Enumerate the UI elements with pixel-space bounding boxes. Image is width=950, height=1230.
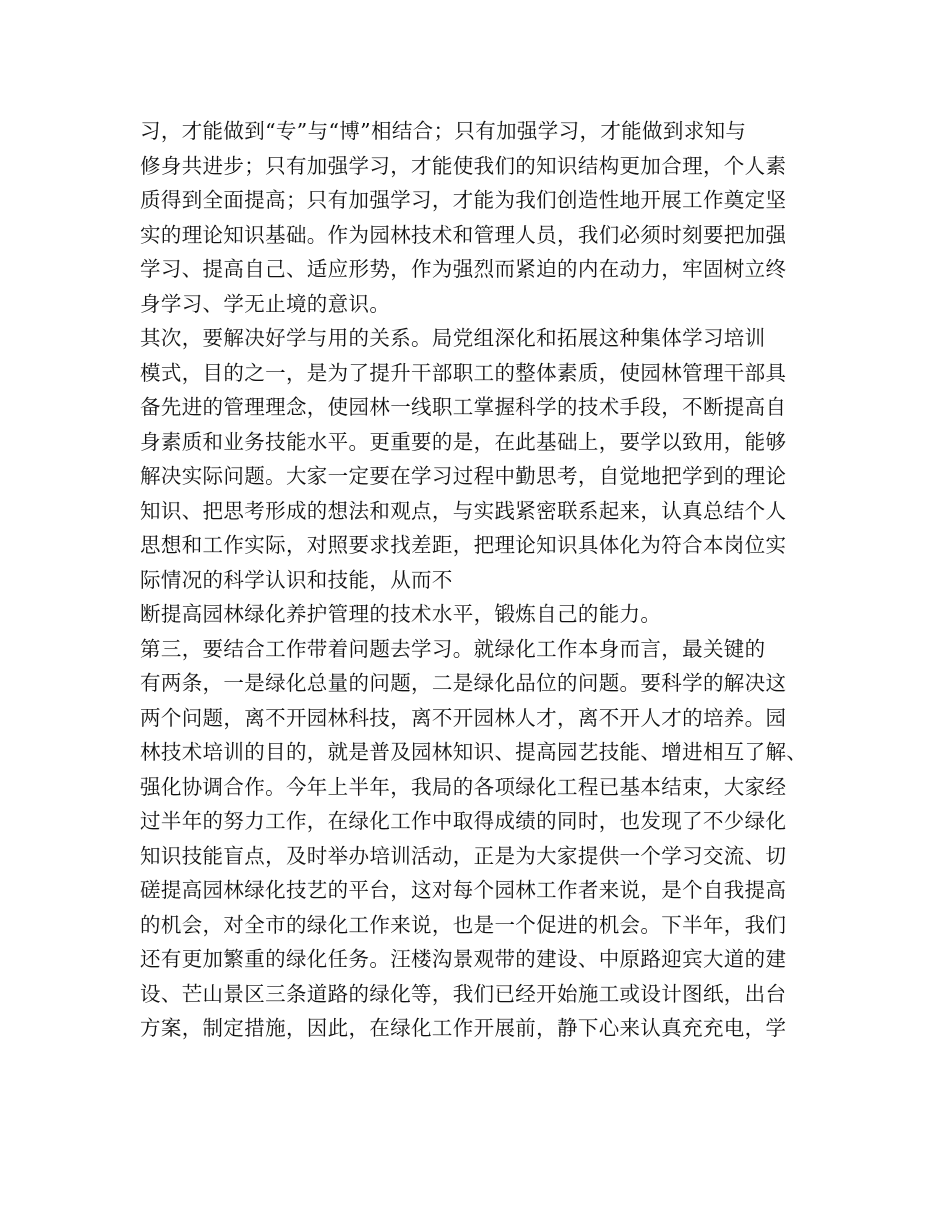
text-line: 实的理论知识基础。作为园林技术和管理人员，我们必须时刻要把加强	[140, 222, 787, 247]
text-line: 断提高园林绿化养护管理的技术水平，锻炼自己的能力。	[140, 602, 662, 626]
paragraph-start-line: 第三，要结合工作带着问题去学习。就绿化工作本身而言，最关键的	[140, 636, 766, 661]
text-line: 习，才能做到“专”与“博”相结合；只有加强学习，才能做到求知与	[140, 119, 747, 143]
text-line: 思想和工作实际，对照要求找差距，把理论知识具体化为符合本岗位实	[140, 533, 787, 557]
text-line: 知识技能盲点，及时举办培训活动，正是为大家提供一个学习交流、切	[140, 843, 787, 868]
text-line: 有两条，一是绿化总量的问题，二是绿化品位的问题。要科学的解决这	[140, 671, 787, 695]
text-line: 质得到全面提高；只有加强学习，才能为我们创造性地开展工作奠定坚	[140, 188, 787, 212]
text-line: 备先进的管理理念，使园林一线职工掌握科学的技术手段，不断提高自	[140, 395, 787, 419]
text-line: 还有更加繁重的绿化任务。汪楼沟景观带的建设、中原路迎宾大道的建	[140, 947, 787, 971]
text-line: 知识、把思考形成的想法和观点，与实践紧密联系起来，认真总结个人	[140, 498, 787, 523]
text-line: 林技术培训的目的，就是普及园林知识、提高园艺技能、增进相互了解、	[140, 740, 808, 764]
body-text	[140, 114, 820, 1046]
text-line: 模式，目的之一，是为了提升干部职工的整体素质，使园林管理干部具	[140, 360, 787, 385]
text-line: 解决实际问题。大家一定要在学习过程中勤思考，自觉地把学到的理论	[140, 464, 787, 488]
text-line: 方案，制定措施，因此，在绿化工作开展前，静下心来认真充充电，学	[140, 1016, 787, 1040]
paragraph-start-line: 其次，要解决好学与用的关系。局党组深化和拓展这种集体学习培训	[140, 326, 766, 350]
text-line: 两个问题，离不开园林科技，离不开园林人才，离不开人才的培养。园	[140, 705, 787, 730]
text-line: 修身共进步；只有加强学习，才能使我们的知识结构更加合理，个人素	[140, 153, 787, 178]
text-line: 身素质和业务技能水平。更重要的是，在此基础上，要学以致用，能够	[140, 429, 787, 454]
text-line: 磋提高园林绿化技艺的平台，这对每个园林工作者来说，是个自我提高	[140, 878, 787, 902]
text-line: 设、芒山景区三条道路的绿化等，我们已经开始施工或设计图纸，出台	[140, 981, 787, 1006]
text-line: 强化协调合作。今年上半年，我局的各项绿化工程已基本结束，大家经	[140, 774, 787, 799]
text-line: 际情况的科学认识和技能，从而不	[140, 567, 453, 592]
text-line: 的机会，对全市的绿化工作来说，也是一个促进的机会。下半年，我们	[140, 912, 787, 937]
text-line: 学习、提高自己、适应形势，作为强烈而紧迫的内在动力，牢固树立终	[140, 257, 787, 281]
text-line: 过半年的努力工作，在绿化工作中取得成绩的同时，也发现了不少绿化	[140, 809, 787, 833]
text-line: 身学习、学无止境的意识。	[140, 291, 391, 316]
